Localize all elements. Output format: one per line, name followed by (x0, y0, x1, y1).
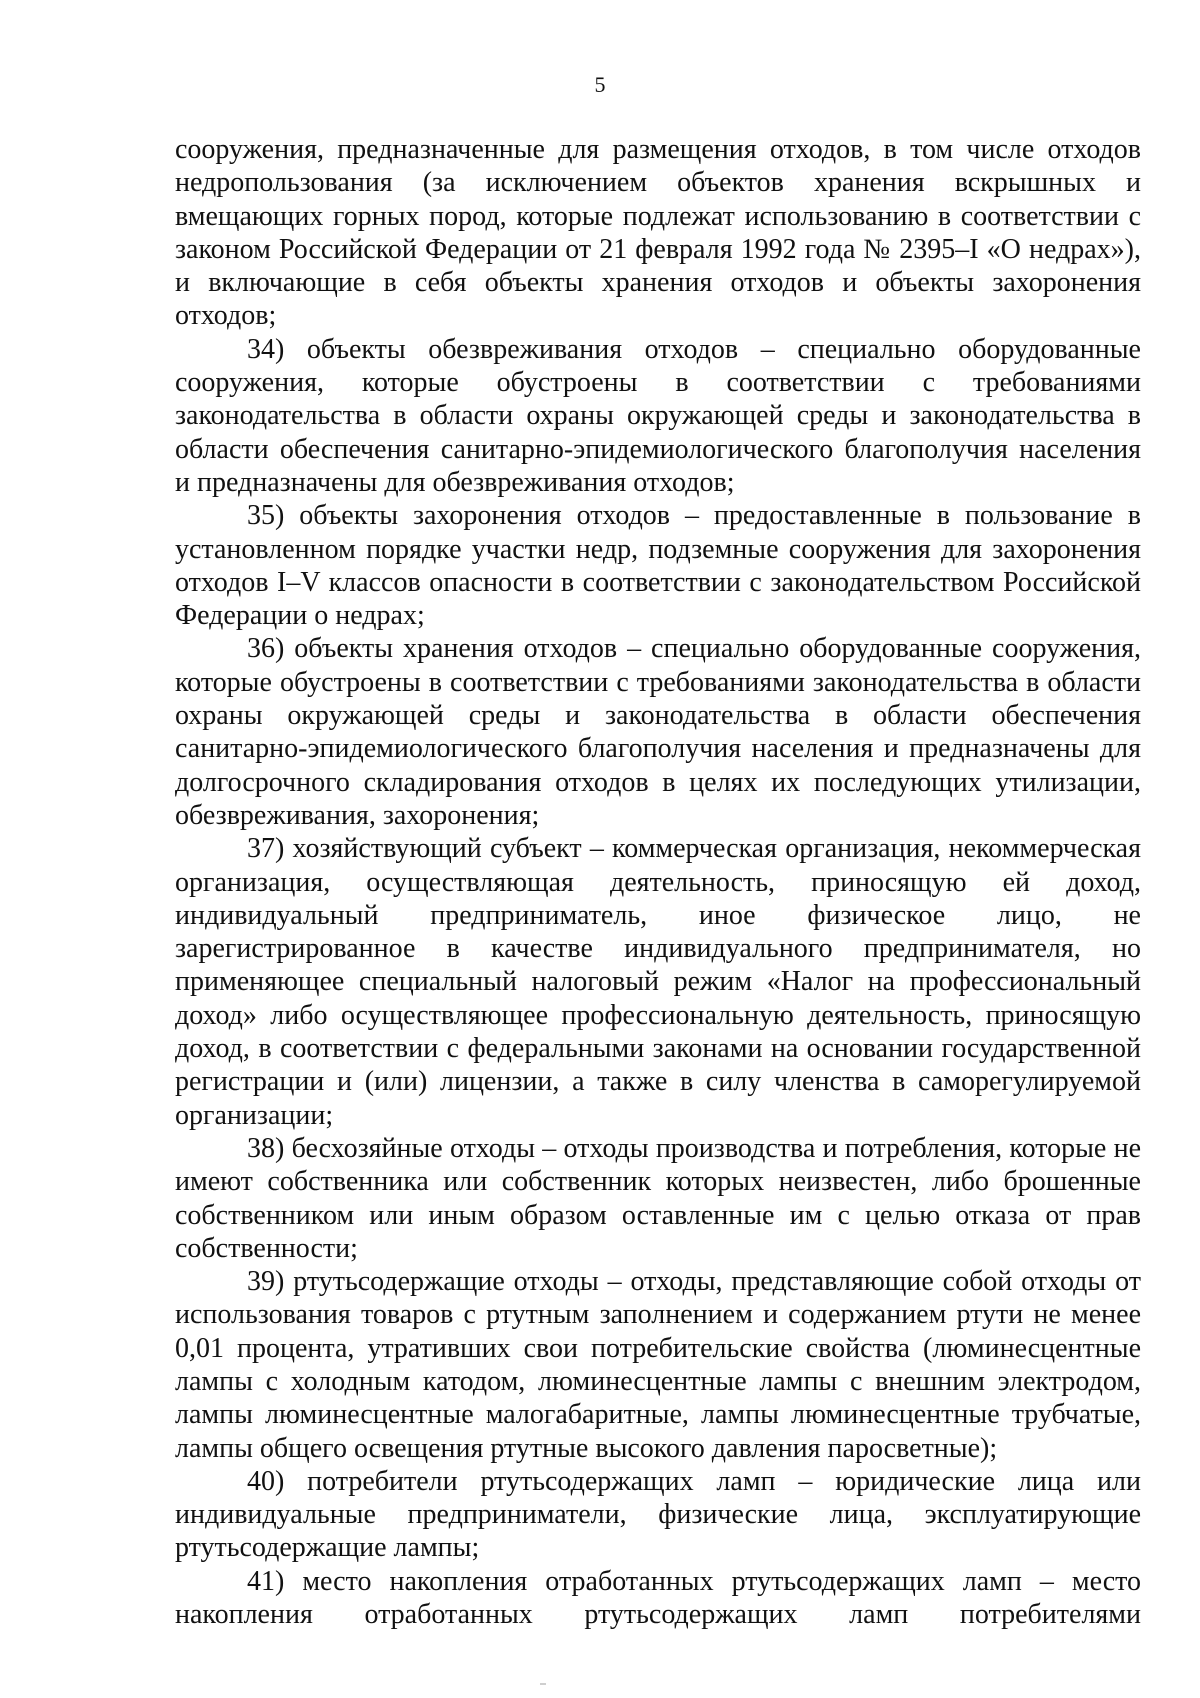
paragraph-item-40: 40) потребители ртутьсодержащих ламп – юридические лица или индивидуальные предприниматели, физические лица, эксплуатирующие ртутьсодержащие лампы; (175, 1465, 1141, 1564)
document-body (175, 133, 1141, 1631)
paragraph-continuation: сооружения, предназначенные для размещения отходов, в том числе отходов недропользования (за исключением объектов хранения вскрышных и вмещающих горных пород, которые подлежат использованию в соответствии с законом Российской Федерации от 21 февраля 1992 года № 2395–I «О недрах»), и включающие в себя объекты хранения отходов и объекты захоронения отходов; (175, 134, 1141, 332)
scan-artifact (540, 1683, 546, 1685)
paragraph-item-37: 37) хозяйствующий субъект – коммерческая организация, некоммерческая организация, осуществляющая деятельность, приносящую ей доход, индивидуальный предприниматель, иное физическое лицо, не зарегистрированное в качестве индивидуального предпринимателя, но применяющее специальный налоговый режим «Налог на профессиональный доход» либо осуществляющее профессиональную деятельность, приносящую доход, в соответствии с федеральными законами на основании государственной регистрации и (или) лицензии, а также в силу членства в саморегулируемой организации; (175, 833, 1141, 1131)
paragraph-item-41: 41) место накопления отработанных ртутьсодержащих ламп – место накопления отработанных ртутьсодержащих ламп потребителями (175, 1565, 1141, 1631)
paragraph-item-39: 39) ртутьсодержащие отходы – отходы, представляющие собой отходы от использования товаров с ртутным заполнением и содержанием ртути не менее 0,01 процента, утративших свои потребительские свойства (люминесцентные лампы с холодным катодом, люминесцентные лампы с внешним электродом, лампы люминесцентные малогабаритные, лампы люминесцентные трубчатые, лампы общего освещения ртутные высокого давления паросветные); (175, 1266, 1141, 1464)
paragraph-item-38: 38) бесхозяйные отходы – отходы производства и потребления, которые не имеют собственника или собственник которых неизвестен, либо брошенные собственником или иным образом оставленные им с целью отказа от прав собственности; (175, 1132, 1141, 1264)
page-number: 5 (594, 72, 606, 97)
paragraph-item-36: 36) объекты хранения отходов – специально оборудованные сооружения, которые обустроены в соответствии с требованиями законодательства в области охраны окружающей среды и законодательства в области обеспечения санитарно-эпидемиологического благополучия населения и предназначены для долгосрочного складирования отходов в целях их последующих утилизации, обезвреживания, захоронения; (175, 633, 1141, 831)
paragraph-item-35: 35) объекты захоронения отходов – предоставленные в пользование в установленном порядке участки недр, подземные сооружения для захоронения отходов I–V классов опасности в соответствии с законодательством Российской Федерации о недрах; (175, 500, 1141, 632)
paragraph-item-34: 34) объекты обезвреживания отходов – специально оборудованные сооружения, которые обустроены в соответствии с требованиями законодательства в области охраны окружающей среды и законодательства в области обеспечения санитарно-эпидемиологического благополучия населения и предназначены для обезвреживания отходов; (175, 333, 1141, 498)
